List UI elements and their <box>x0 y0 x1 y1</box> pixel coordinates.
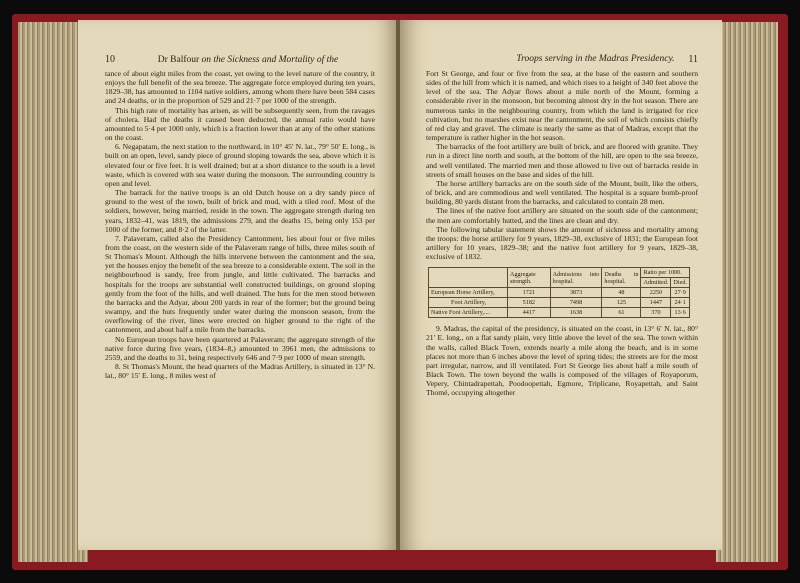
paragraph: 9. Madras, the capital of the presidency, is situated on the coast, in 13° 6′ N. lat., 80° 21′ E. long., on a flat sandy plain, very little above the level of the sea. The town within the walls, called Black Town, extends nearly a mile along the beach, and is in some places not more than 6 inches above the level of spring tides; the streets are for the most part irregular, narrow, and ill ventilated. Fort St George lies about half a mile south of Black Town. The town beyond the walls is composed of the villages of Royaporum, Vepery, Chintadrapettah, Poodoopettah, Egmore, Triplicane, Royapettah, and Saint Thomé, occupying altogether <box>426 324 698 398</box>
table-row <box>429 308 690 318</box>
cell-died: 27·9 <box>671 288 690 298</box>
cell-aggregate: 5182 <box>508 298 551 308</box>
cell-admitted: 1447 <box>641 298 671 308</box>
left-running-head-title: on the Sickness and Mortality of the <box>201 55 339 65</box>
paragraph: The barracks of the foot artillery are built of brick, and are floored with granite. They run in a direct line north and south, at the bottom of the hill, are open to the sea breeze, and well ventilated. The married men and those allowed to live out of barracks reside in streets of small houses on the base and sides of the hill. <box>426 142 698 179</box>
artillery-statistics-table <box>428 267 690 318</box>
paragraph: The barrack for the native troops is an old Dutch house on a dry sandy piece of ground to the west of the town, built of brick and mud, with a tiled roof. Most of the soldiers, however, being married, reside in the town. The aggregate strength during ten years, 1832–41, was 1819, the admissions 279, and the deaths 15, being only 153 per 1000 of the former, and 8·2 of the latter. <box>105 188 375 234</box>
row-label: European Horse Artillery, <box>429 288 508 298</box>
header-died: Died. <box>671 278 690 288</box>
left-running-head-prefix: Dr Balfour <box>157 55 200 65</box>
paragraph: No European troops have been quartered at Palaveram; the aggregate strength of the native force during five years, (1834–8,) amounted to 3961 men, the admissions to 2559, and the deaths to 31, being respectively 646 and 7·9 per 1000 of mean strength. <box>105 334 375 362</box>
header-aggregate: Aggregate strength. <box>508 268 551 288</box>
header-deaths: Deaths in hospital. <box>602 268 641 288</box>
header-admitted: Admitted. <box>641 278 671 288</box>
cell-died: 24·1 <box>671 298 690 308</box>
paragraph: The lines of the native foot artillery are situated on the south side of the cantonment; the men are comfortably hutted, and the lines are clean and dry. <box>426 206 698 225</box>
paragraph: Fort St George, and four or five from the sea, at the base of the eastern and southern sides of the hill from which it is named, and which rises to a height of 340 feet above the level of the sea. The Adyar flows about a mile north of the Mount, forming a considerable river in the monsoon, but becoming almost dry in the hot season. There are numerous tanks in the neighbouring country, from which the land is irrigated for rice cultivation, but no marshes exist near the cantonment, the soil of which consists chiefly of red clay and gravel. The climate is nearly the same as that of Madras, except that the temperature is rather higher in the hot season. <box>426 69 698 143</box>
cell-deaths: 61 <box>602 308 641 318</box>
row-label: Foot Artillery, <box>429 298 508 308</box>
right-running-head-title: Troops serving in the Madras Presidency. <box>516 54 675 64</box>
cell-admissions: 7498 <box>550 298 602 308</box>
cell-admitted: 370 <box>641 308 671 318</box>
paragraph: 7. Palaveram, called also the Presidency Cantonment, lies about four or five miles from the coast, on the western side of the Palaveram range of hills, three miles south of St Thomas's Mount. Although the hills intervene between the cantonment and the sea, yet the houses enjoy the benefit of the sea breeze to a considerable extent. The soil in the neighbourhood is sandy, free from jungle, and little cultivated. The barracks and hospitals for the troops are substantial well constructed buildings, on ground sloping gently from the foot of the hills, and well drained. The huts for the men stood between the barracks and the Adyar, about 200 yards in rear of the former; but the ground being swampy, and the huts frequently under water during the monsoon season, from the overflowing of the river, lines were erected on higher ground to the right of the cantonment, and about half a mile from the barracks. <box>105 233 375 335</box>
left-running-head <box>105 54 338 65</box>
header-admissions: Admissions into hospital. <box>550 268 602 288</box>
row-label: Native Foot Artillery,.... <box>429 308 508 318</box>
paragraph: 6. Negapatam, the next station to the northward, in 10° 45′ N. lat., 79° 50′ E. long., is built on an open, level, sandy piece of ground sloping towards the sea, above which it is elevated four or five feet. It is well drained; but at a short distance to the south is a level waste, which is covered with sea water during the monsoon. The surrounding country is open and level. <box>105 142 375 188</box>
cell-aggregate: 1721 <box>508 288 551 298</box>
paragraph: tance of about eight miles from the coast, yet owing to the level nature of the country, it enjoys the full benefit of the sea breeze. The aggregate force employed during ten years, 1829–38, has amounted to 1104 native soldiers, among whom there have been 584 cases and 24 deaths, or in the proportion of 529 and 21·7 per 1000 of the strength. <box>105 69 375 106</box>
paragraph: The horse artillery barracks are on the south side of the Mount, built, like the others, of brick, and are commodious and well ventilated. The hospital is a square bomb-proof building, 80 yards distant from the barracks, and calculated to contain 28 men. <box>426 178 698 207</box>
right-page-edges <box>716 22 778 562</box>
paragraph: This high rate of mortality has arisen, as will be subsequently seen, from the ravages of cholera. Had the deaths it caused been deducted, the annual ratio would have amounted to 5·4 per 1000 only, which is a fraction lower than at any of the other stations on the coast. <box>105 105 375 143</box>
left-page-number: 10 <box>105 54 115 65</box>
left-body-text <box>105 69 375 380</box>
cell-admitted: 2250 <box>641 288 671 298</box>
table-row <box>429 288 690 298</box>
paragraph: The following tabular statement shows the amount of sickness and mortality among the troops: the horse artillery for 9 years, 1829–38, exclusive of 1831; the European foot artillery for 10 years, 1829–38; and the native foot artillery for 9 years, 1829–38, exclusive of 1832. <box>426 224 698 262</box>
table-row <box>429 298 690 308</box>
right-running-head <box>426 54 698 65</box>
cell-admissions: 3873 <box>550 288 602 298</box>
cell-admissions: 1638 <box>550 308 602 318</box>
right-page-number: 11 <box>688 54 698 65</box>
cell-deaths: 48 <box>602 288 641 298</box>
right-page <box>400 20 722 550</box>
cell-died: 13·6 <box>671 308 690 318</box>
cell-aggregate: 4417 <box>508 308 551 318</box>
header-ratio: Ratio per 1000. <box>641 268 690 278</box>
left-page <box>78 20 398 550</box>
right-body-text <box>426 69 698 398</box>
cell-deaths: 125 <box>602 298 641 308</box>
paragraph: 8. St Thomas's Mount, the head quarters of the Madras Artillery, is situated in 13° N. lat., 80° 15′ E. long., 8 miles west of <box>105 362 375 381</box>
